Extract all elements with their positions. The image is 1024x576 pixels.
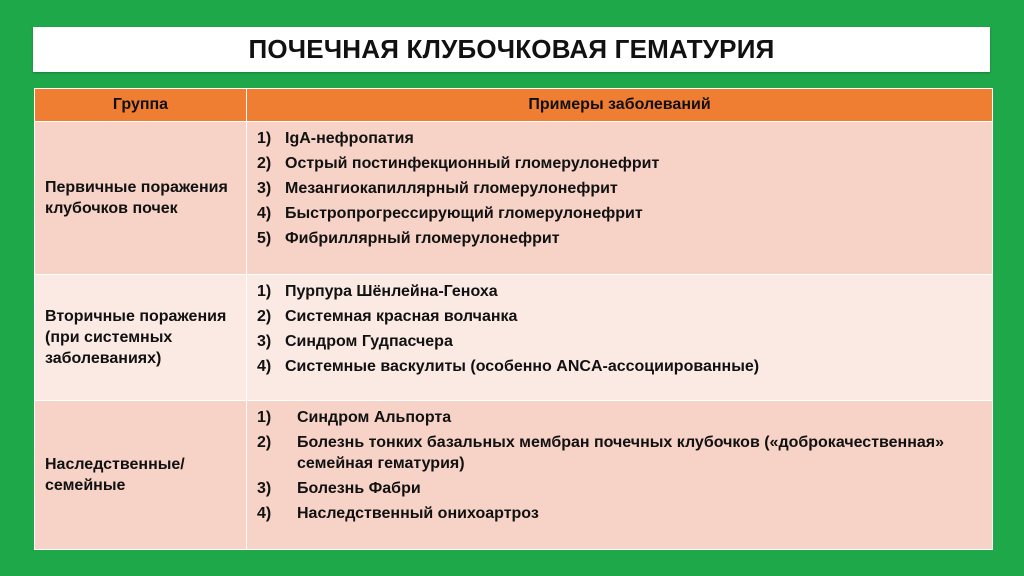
item-text: Острый постинфекционный гломерулонефрит [285, 155, 660, 172]
table-header-row [35, 89, 993, 122]
item-number: 2) [257, 308, 272, 325]
item-number: 3) [257, 180, 272, 197]
header-examples: Примеры заболеваний [247, 89, 993, 122]
disease-list [257, 128, 982, 249]
table-row [35, 401, 993, 550]
item-number: 5) [257, 230, 272, 247]
item-text: Пурпура Шёнлейна-Геноха [285, 283, 498, 300]
page-title: ПОЧЕЧНАЯ КЛУБОЧКОВАЯ ГЕМАТУРИЯ [248, 34, 775, 64]
list-item [257, 153, 982, 174]
list-item [257, 228, 982, 249]
item-text: Быстропрогрессирующий гломерулонефрит [285, 205, 643, 222]
item-number: 4) [257, 505, 272, 522]
examples-cell [247, 401, 993, 550]
list-item [257, 281, 982, 302]
list-item [257, 407, 982, 428]
list-item [257, 306, 982, 327]
item-number: 3) [257, 333, 272, 350]
item-text: Системные васкулиты (особенно ANCA-ассоциированные) [285, 358, 760, 375]
list-item [257, 128, 982, 149]
item-text: Наследственный онихоартроз [297, 505, 539, 522]
item-text: Фибриллярный гломерулонефрит [285, 230, 560, 247]
list-item [257, 356, 982, 377]
list-item [257, 432, 982, 474]
examples-cell [247, 122, 993, 275]
table-row [35, 122, 993, 275]
item-number: 4) [257, 205, 272, 222]
table-row [35, 275, 993, 401]
list-item [257, 503, 982, 524]
disease-list [257, 407, 982, 524]
item-number: 1) [257, 283, 272, 300]
examples-cell [247, 275, 993, 401]
item-number: 2) [257, 434, 272, 451]
item-number: 4) [257, 358, 272, 375]
list-item [257, 331, 982, 352]
item-text: Синдром Гудпасчера [285, 333, 453, 350]
item-text: Мезангиокапиллярный гломерулонефрит [285, 180, 618, 197]
item-number: 3) [257, 480, 272, 497]
item-number: 2) [257, 155, 272, 172]
item-text: Системная красная волчанка [285, 308, 518, 325]
item-text: Болезнь тонких базальных мембран почечных клубочков («доброкачественная» семейная гематурия) [297, 434, 945, 472]
header-group: Группа [35, 89, 247, 122]
item-number: 1) [257, 130, 272, 147]
item-text: IgA-нефропатия [285, 130, 414, 147]
list-item [257, 478, 982, 499]
group-cell: Наследственные/ семейные [35, 401, 247, 550]
item-number: 1) [257, 409, 272, 426]
item-text: Синдром Альпорта [297, 409, 452, 426]
disease-table [34, 88, 993, 550]
title-box [33, 27, 990, 72]
group-cell: Первичные поражения клубочков почек [35, 122, 247, 275]
item-text: Болезнь Фабри [297, 480, 421, 497]
list-item [257, 178, 982, 199]
disease-list [257, 281, 982, 377]
group-cell: Вторичные поражения (при системных заболеваниях) [35, 275, 247, 401]
list-item [257, 203, 982, 224]
